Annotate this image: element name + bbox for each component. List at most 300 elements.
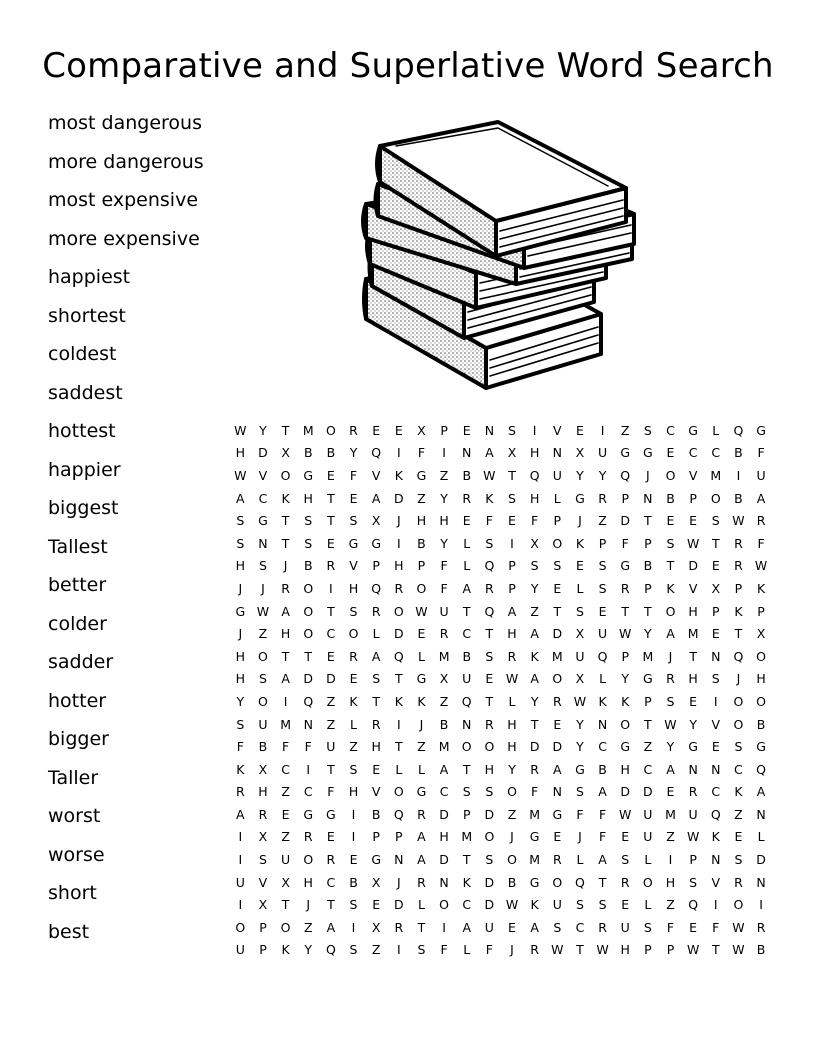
grid-cell: R [552,852,562,868]
grid-cell: E [485,671,494,687]
word-list-item: coldest [48,343,117,365]
grid-cell: F [757,445,765,461]
grid-cell: E [553,829,562,845]
grid-cell: T [530,716,539,732]
grid-cell: S [621,852,630,868]
grid-cell: U [552,467,562,483]
grid-cell: Q [688,897,699,913]
grid-cell: B [417,535,426,551]
grid-cell: I [600,422,605,438]
word-list-item: happier [48,458,121,481]
grid-cell: J [238,626,243,642]
grid-cell: I [396,942,401,958]
grid-cell: Z [417,490,426,506]
grid-cell: N [303,716,313,732]
grid-cell: F [485,942,493,958]
grid-cell: R [371,603,381,619]
grid-cell: S [462,784,471,800]
grid-cell: G [303,467,314,483]
grid-row [229,803,772,826]
grid-cell: Z [598,513,607,529]
grid-cell: T [644,716,652,732]
grid-cell: M [302,422,314,438]
grid-cell: R [485,580,494,596]
grid-cell: G [643,671,653,687]
grid-cell: E [621,897,630,913]
grid-cell: Y [689,716,697,732]
grid-cell: S [485,852,494,868]
grid-cell: I [351,829,356,845]
grid-cell: T [327,490,335,506]
grid-cell: O [258,648,268,664]
grid-cell: Y [621,671,630,687]
grid-cell: N [484,422,495,438]
grid-cell: P [689,852,697,868]
grid-cell: V [711,716,721,732]
grid-cell: T [281,897,290,913]
grid-cell: W [256,603,270,619]
grid-cell: A [281,671,290,687]
word-list-item: hotter [48,689,107,712]
grid-cell: E [349,852,358,868]
grid-cell: G [620,558,631,574]
grid-cell: G [416,467,427,483]
grid-cell: B [439,716,449,732]
grid-cell: Q [710,806,721,822]
grid-cell: U [756,467,766,483]
grid-cell: F [440,580,448,596]
grid-cell: K [711,829,720,845]
grid-cell: P [689,490,697,506]
grid-cell: I [736,467,741,483]
grid-cell: J [736,671,741,687]
grid-cell: R [462,490,472,506]
grid-cell: P [712,603,720,619]
grid-cell: U [258,716,268,732]
grid-cell: S [349,603,358,619]
grid-cell: A [236,806,245,822]
grid-cell: U [597,445,608,461]
grid-cell: J [668,648,673,664]
grid-cell: Q [620,467,631,483]
grid-cell: E [281,806,290,822]
grid-cell: E [666,513,675,529]
grid-cell: K [734,784,743,800]
page-title: Comparative and Superlative Word Search [42,46,774,86]
grid-cell: J [510,829,514,845]
grid-cell: O [393,784,404,800]
grid-cell: D [756,852,766,868]
grid-cell: A [666,626,675,642]
grid-cell: S [689,874,698,890]
grid-cell: G [529,829,540,845]
grid-cell: X [711,580,721,596]
grid-cell: T [281,513,290,529]
grid-cell: W [664,716,677,732]
grid-cell: M [461,829,473,845]
grid-cell: Q [575,874,585,890]
grid-cell: L [757,829,765,845]
grid-cell: N [643,490,653,506]
grid-cell: O [303,580,314,596]
grid-cell: O [303,626,314,642]
grid-cell: P [644,580,652,596]
grid-cell: B [462,467,472,483]
grid-cell: K [756,580,766,596]
grid-cell: T [327,513,335,529]
grid-cell: C [439,784,449,800]
grid-cell: O [710,490,721,506]
grid-cell: Q [733,648,744,664]
grid-cell: Y [576,739,584,755]
grid-cell: C [711,445,721,461]
grid-cell: R [756,513,766,529]
grid-cell: K [394,467,403,483]
grid-cell: O [439,897,449,913]
grid-cell: W [754,558,768,574]
grid-cell: D [620,513,631,529]
grid-cell: K [734,603,743,619]
grid-cell: R [326,558,336,574]
grid-row [229,939,772,962]
grid-cell: E [372,897,381,913]
stack-of-books-icon [356,116,646,396]
grid-cell: C [462,626,472,642]
grid-cell: E [326,467,335,483]
grid-cell: L [508,693,516,709]
grid-cell: P [644,535,652,551]
grid-cell: O [507,784,517,800]
grid-cell: B [598,761,607,777]
grid-cell: N [394,852,404,868]
grid-cell: I [713,693,718,709]
grid-cell: Q [484,558,495,574]
grid-cell: J [578,513,582,529]
grid-cell: R [598,490,607,506]
grid-cell: I [510,535,514,551]
grid-cell: A [236,490,245,506]
grid-cell: S [643,422,652,438]
word-list-item: most dangerous [48,112,202,134]
grid-cell: D [393,626,404,642]
grid-cell: X [756,626,766,642]
grid-cell: R [756,919,766,935]
grid-cell: O [733,897,744,913]
grid-cell: J [510,942,514,958]
grid-cell: S [666,693,675,709]
grid-cell: T [281,535,290,551]
grid-cell: H [507,739,517,755]
grid-cell: G [529,874,540,890]
grid-cell: C [688,445,698,461]
grid-cell: W [551,942,564,958]
grid-cell: Q [461,693,472,709]
grid-cell: T [689,648,697,664]
grid-cell: E [372,761,381,777]
grid-cell: R [349,422,358,438]
grid-cell: U [620,919,630,935]
grid-cell: V [711,874,721,890]
word-list-item: sadder [48,651,114,673]
grid-cell: H [620,942,630,958]
grid-cell: Z [281,829,290,845]
grid-cell: H [303,490,313,506]
grid-cell: V [258,874,268,890]
grid-cell: A [598,852,607,868]
grid-cell: C [666,422,675,438]
grid-cell: D [326,671,336,687]
grid-cell: T [327,897,335,913]
grid-cell: Z [281,784,290,800]
grid-cell: Z [666,897,675,913]
grid-cell: G [326,806,336,822]
grid-cell: M [710,467,722,483]
grid-cell: I [396,716,401,732]
grid-cell: G [371,852,381,868]
grid-cell: A [439,761,449,777]
grid-cell: X [371,874,381,890]
grid-cell: L [463,535,471,551]
grid-cell: E [462,422,471,438]
grid-cell: E [711,558,720,574]
grid-cell: F [598,829,607,845]
grid-cell: S [258,852,267,868]
grid-cell: F [417,445,426,461]
grid-cell: M [438,648,450,664]
grid-cell: D [393,897,404,913]
grid-cell: V [349,558,358,574]
grid-cell: G [620,739,631,755]
grid-cell: R [371,716,381,732]
grid-cell: T [485,693,494,709]
grid-cell: K [485,490,494,506]
word-list-item: more expensive [48,227,200,250]
grid-row [229,509,772,532]
grid-cell: P [417,558,426,574]
grid-cell: Y [666,739,675,755]
grid-row [229,464,772,487]
grid-cell: B [349,874,358,890]
grid-cell: Q [393,806,404,822]
grid-cell: W [686,942,700,958]
grid-cell: S [349,942,358,958]
word-list-item: better [48,574,107,596]
grid-cell: N [688,761,698,777]
grid-cell: F [531,784,539,800]
grid-cell: D [258,445,268,461]
grid-cell: S [349,761,358,777]
grid-cell: L [350,716,357,732]
grid-cell: B [734,490,743,506]
grid-cell: Z [530,603,539,619]
grid-cell: O [303,852,314,868]
grid-cell: G [575,761,585,777]
grid-cell: I [442,919,446,935]
grid-cell: D [303,671,314,687]
word-list-item: bigger [48,728,109,750]
grid-cell: R [507,648,517,664]
word-list-item: more dangerous [48,150,204,173]
grid-cell: M [687,626,699,642]
grid-cell: O [620,716,631,732]
grid-cell: E [621,829,630,845]
grid-cell: I [532,422,537,438]
grid-cell: E [508,919,516,935]
grid-cell: Y [236,693,245,709]
grid-cell: S [598,580,607,596]
grid-cell: Q [303,693,314,709]
grid-cell: T [281,422,290,438]
grid-cell: B [326,445,336,461]
grid-cell: S [553,919,562,935]
grid-cell: X [371,919,381,935]
grid-cell: J [306,897,311,913]
grid-row [229,893,772,916]
grid-cell: L [372,626,380,642]
grid-cell: F [621,535,629,551]
grid-cell: Q [529,467,540,483]
grid-cell: T [553,603,562,619]
grid-cell: U [597,626,608,642]
grid-cell: E [689,693,698,709]
grid-cell: L [417,648,425,664]
grid-cell: G [371,535,381,551]
grid-cell: M [529,806,541,822]
grid-cell: O [642,874,653,890]
grid-cell: L [712,422,720,438]
grid-cell: F [576,806,584,822]
grid-cell: H [235,671,246,687]
grid-cell: J [396,874,401,890]
grid-cell: Q [371,445,382,461]
grid-row [229,555,772,578]
grid-cell: A [756,490,766,506]
grid-cell: C [643,761,653,777]
grid-cell: K [666,580,675,596]
grid-cell: S [734,852,743,868]
grid-cell: R [417,874,426,890]
grid-row [229,916,772,939]
grid-cell: F [236,739,244,755]
grid-cell: P [259,919,267,935]
grid-cell: E [666,445,675,461]
grid-cell: W [732,942,745,958]
word-list-item: most expensive [48,189,199,211]
grid-cell: B [371,806,381,822]
grid-cell: Q [371,580,382,596]
grid-cell: E [689,513,698,529]
grid-cell: Z [439,693,449,709]
grid-cell: M [280,716,291,732]
grid-cell: E [553,580,562,596]
grid-cell: B [507,874,517,890]
grid-cell: T [281,648,290,664]
grid-cell: C [303,784,313,800]
grid-cell: U [643,829,653,845]
grid-cell: S [508,422,516,438]
grid-cell: R [620,874,630,890]
grid-cell: R [734,535,743,551]
grid-cell: S [417,942,426,958]
grid-cell: H [235,648,246,664]
grid-cell: W [619,806,632,822]
grid-cell: T [304,648,313,664]
grid-cell: X [530,535,539,551]
grid-cell: E [553,716,562,732]
grid-cell: U [484,919,494,935]
grid-cell: H [688,671,698,687]
grid-cell: K [530,648,539,664]
grid-cell: J [646,467,650,483]
grid-cell: Y [644,626,652,642]
grid-cell: H [348,580,359,596]
word-list-item: short [48,882,97,904]
grid-cell: U [235,942,245,958]
grid-cell: S [349,513,358,529]
grid-cell: Z [666,829,675,845]
grid-cell: X [507,445,517,461]
grid-cell: O [552,535,563,551]
grid-cell: S [372,671,381,687]
grid-cell: H [371,739,381,755]
grid-cell: S [236,513,245,529]
grid-row [229,600,772,623]
grid-cell: S [349,897,358,913]
grid-cell: O [733,693,744,709]
word-list-item: worst [48,805,101,827]
grid-cell: A [462,919,471,935]
grid-cell: E [689,919,698,935]
grid-cell: J [578,829,582,845]
grid-cell: O [303,603,314,619]
grid-cell: Y [598,467,607,483]
grid-cell: I [713,897,718,913]
grid-cell: B [756,942,766,958]
grid-cell: P [734,580,743,596]
grid-cell: R [485,716,494,732]
grid-cell: B [462,648,472,664]
grid-cell: S [666,535,675,551]
grid-cell: Y [304,942,313,958]
grid-cell: T [462,852,471,868]
grid-cell: S [530,558,539,574]
grid-cell: U [439,603,449,619]
grid-cell: A [462,580,471,596]
grid-cell: N [597,716,608,732]
grid-cell: N [552,445,562,461]
grid-cell: A [371,490,381,506]
grid-cell: U [281,852,291,868]
grid-cell: H [529,445,540,461]
grid-cell: W [732,919,745,935]
grid-cell: M [551,648,563,664]
grid-cell: R [734,874,743,890]
grid-cell: O [665,603,676,619]
grid-cell: R [235,784,245,800]
grid-cell: W [483,467,496,483]
grid-cell: L [463,558,471,574]
grid-cell: S [734,739,743,755]
grid-cell: A [530,671,539,687]
grid-cell: R [349,648,358,664]
grid-cell: N [258,535,268,551]
grid-cell: W [686,829,700,845]
grid-cell: V [258,467,268,483]
grid-cell: S [258,558,267,574]
grid-cell: H [258,784,268,800]
grid-cell: G [348,535,359,551]
grid-cell: P [440,422,448,438]
